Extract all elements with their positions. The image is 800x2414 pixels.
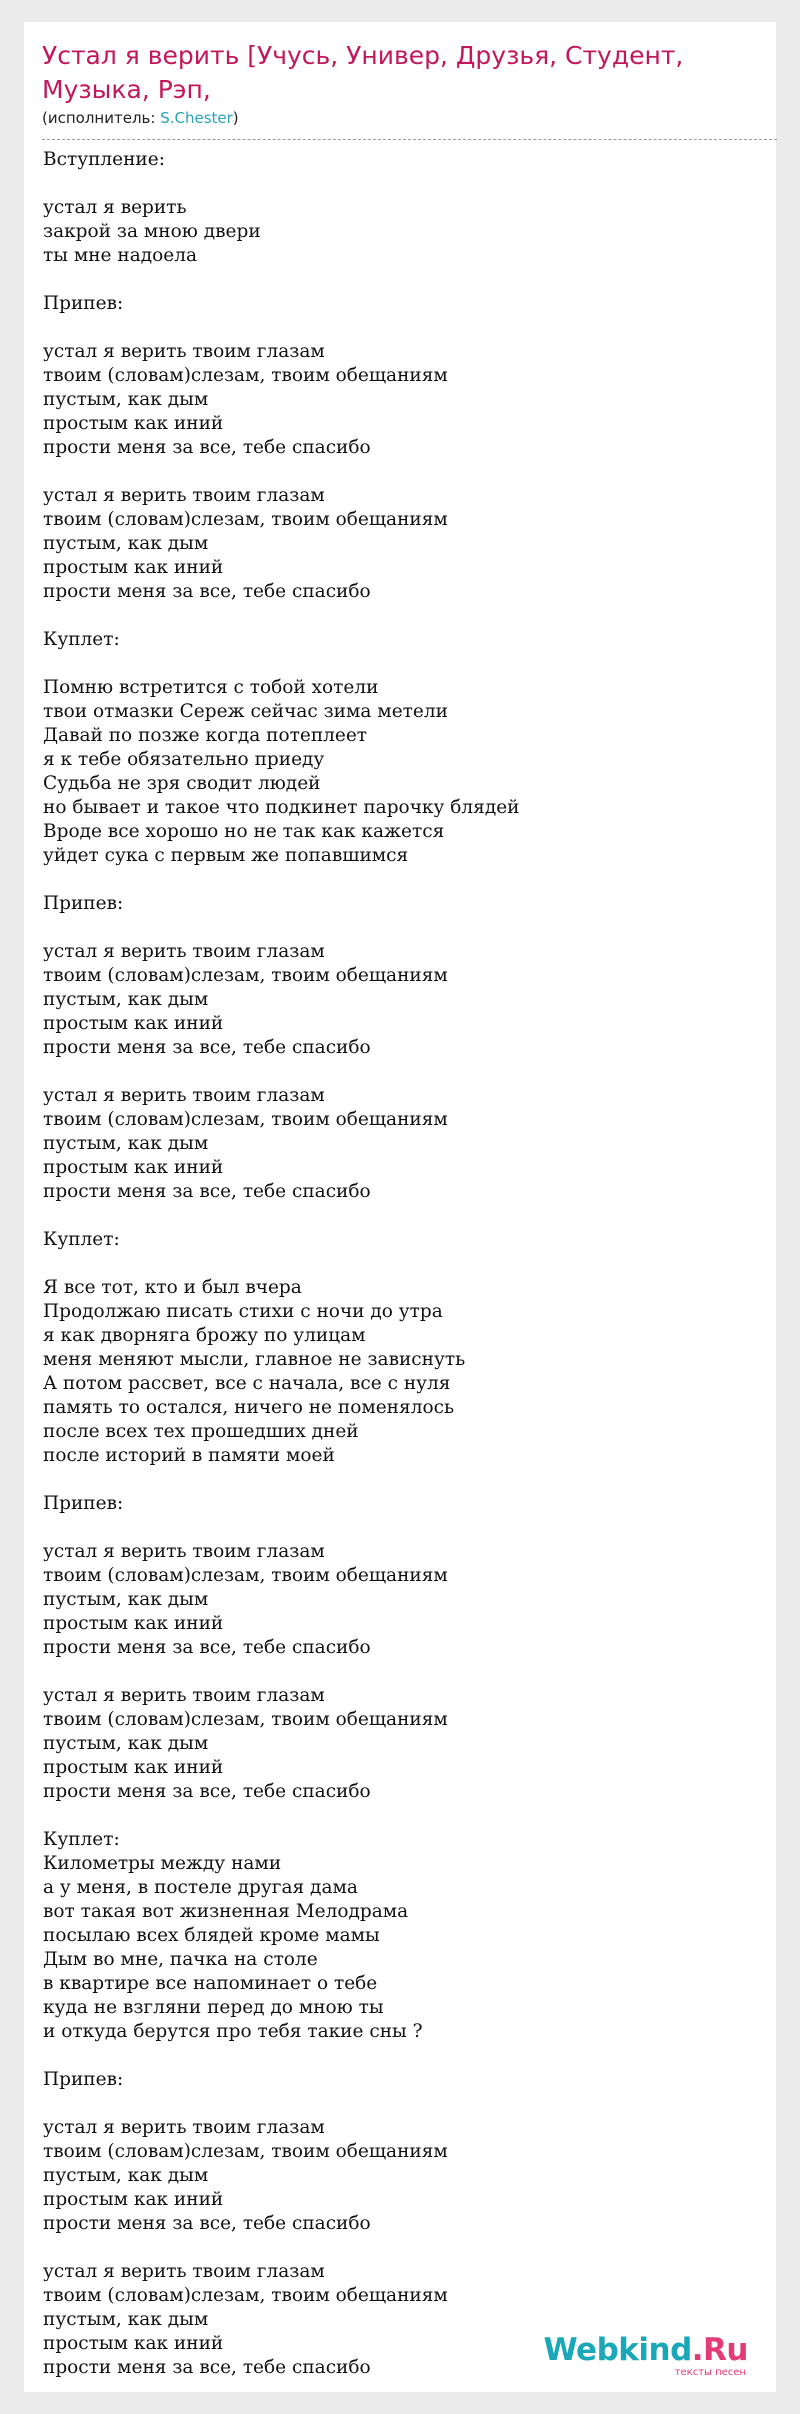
logo-wordmark <box>543 2332 748 2368</box>
performer-prefix: (исполнитель: <box>42 109 161 127</box>
performer-suffix: ) <box>232 109 239 127</box>
lyrics-text: Вступление: устал я верить закрой за мною двери ты мне надоела Припев: устал я верить твоим глазам твоим (словам)слезам, твоим обещаниям пустым, как дым простым как иний прости меня за все, тебе спасибо устал я верить твоим глазам твоим (словам)слезам, твоим обещаниям пустым, как дым простым как иний прости меня за все, тебе спасибо Куплет: Помню встретится с тобой хотели твои отмазки Сереж сейчас зима метели Давай по позже когда потеплеет я к тебе обязательно приеду Судьба не зря сводит людей но бывает и такое что подкинет парочку блядей Вроде все хорошо но не так как кажется уйдет сука с первым же попавшимся Припев: устал я верить твоим глазам твоим (словам)слезам, твоим обещаниям пустым, как дым простым как иний прости меня за все, тебе спасибо устал я верить твоим глазам твоим (словам)слезам, твоим обещаниям пустым, как дым простым как иний прости меня за все, тебе спасибо Куплет: Я все тот, кто и был вчера Продолжаю писать стихи с ночи до утра я как дворняга брожу по улицам меня меняют мысли, главное не зависнуть А потом рассвет, все с начала, все с нуля память то остался, ничего не поменялось после всех тех прошедших дней после историй в памяти моей Припев: устал я верить твоим глазам твоим (словам)слезам, твоим обещаниям пустым, как дым простым как иний прости меня за все, тебе спасибо устал я верить твоим глазам твоим (словам)слезам, твоим обещаниям пустым, как дым простым как иний прости меня за все, тебе спасибо Куплет: Километры между нами а у меня, в постеле другая дама вот такая вот жизненная Мелодрама посылаю всех блядей кроме мамы Дым во мне, пачка на столе в квартире все напоминает о тебе куда не взгляни перед до мною ты и откуда берутся про тебя такие сны ? Припев: устал я верить твоим глазам твоим (словам)слезам, твоим обещаниям пустым, как дым простым как иний прости меня за все, тебе спасибо устал я верить твоим глазам твоим (словам)слезам, твоим обещаниям пустым, как дым простым как иний прости меня за все, тебе спасибо <box>43 149 520 2378</box>
logo-tld: .Ru <box>691 2332 748 2368</box>
performer-line <box>42 108 239 128</box>
webkind-logo[interactable] <box>543 2332 748 2384</box>
header-divider <box>42 139 777 140</box>
lyrics-card <box>24 22 776 2392</box>
performer-link[interactable]: S.Chester <box>160 109 233 127</box>
logo-brand: Webkind <box>543 2332 692 2368</box>
logo-tagline: тексты песен <box>674 2367 746 2378</box>
song-title: Устал я верить [Учусь, Универ, Друзья, Студент, Музыка, Рэп, <box>42 41 684 104</box>
